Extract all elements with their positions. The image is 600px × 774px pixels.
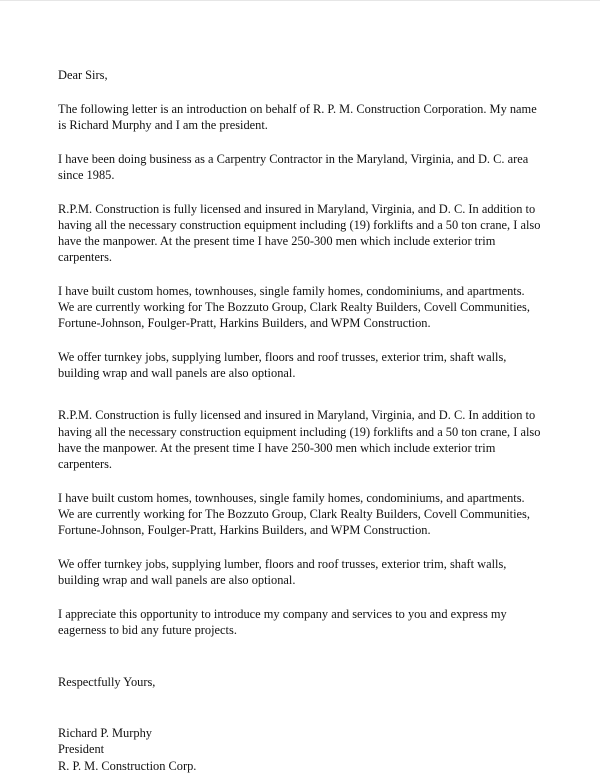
paragraph-business-history <box>58 151 588 183</box>
signature-company: R. P. M. Construction Corp. <box>58 758 197 773</box>
closing-text: Respectfully Yours, <box>58 675 156 690</box>
paragraph-appreciation <box>58 606 588 638</box>
text-line: We are currently working for The Bozzuto Group, Clark Realty Builders, Covell Communities, <box>58 506 530 521</box>
text-line: R.P.M. Construction is fully licensed and insured in Maryland, Virginia, and D. C. In addition to <box>58 408 536 423</box>
signature-title: President <box>58 742 105 757</box>
text-line: having all the necessary construction equipment including (19) forklifts and a 50 ton crane, I also <box>58 217 541 232</box>
text-line: I appreciate this opportunity to introduce my company and services to you and express my <box>58 606 507 621</box>
text-line: R.P.M. Construction is fully licensed and insured in Maryland, Virginia, and D. C. In addition to <box>58 201 536 216</box>
paragraph-licensing <box>58 201 588 266</box>
letter-body <box>58 67 588 774</box>
text-line: have the manpower. At the present time I have 250-300 men which include exterior trim <box>58 233 496 248</box>
text-line: since 1985. <box>58 167 115 182</box>
text-line: We offer turnkey jobs, supplying lumber, floors and roof trusses, exterior trim, shaft walls, <box>58 349 507 364</box>
text-line: I have been doing business as a Carpentry Contractor in the Maryland, Virginia, and D. C. area <box>58 151 529 166</box>
paragraph-introduction <box>58 101 588 133</box>
text-line: The following letter is an introduction on behalf of R. P. M. Construction Corporation. My name <box>58 101 537 116</box>
text-line: building wrap and wall panels are also optional. <box>58 366 296 381</box>
signature-block <box>58 725 588 774</box>
text-line: Fortune-Johnson, Foulger-Pratt, Harkins Builders, and WPM Construction. <box>58 523 431 538</box>
closing <box>58 674 588 690</box>
signature-name: Richard P. Murphy <box>58 726 152 741</box>
text-line: I have built custom homes, townhouses, single family homes, condominiums, and apartments. <box>58 283 525 298</box>
paragraph-licensing-repeat <box>58 407 588 472</box>
salutation <box>58 67 588 83</box>
salutation-text: Dear Sirs, <box>58 68 108 82</box>
text-line: I have built custom homes, townhouses, single family homes, condominiums, and apartments. <box>58 490 525 505</box>
paragraph-services <box>58 349 588 381</box>
text-line: having all the necessary construction equipment including (19) forklifts and a 50 ton crane, I also <box>58 424 541 439</box>
paragraph-projects-repeat <box>58 490 588 539</box>
text-line: We are currently working for The Bozzuto Group, Clark Realty Builders, Covell Communities, <box>58 300 530 315</box>
text-line: building wrap and wall panels are also optional. <box>58 572 296 587</box>
text-line: eagerness to bid any future projects. <box>58 622 237 637</box>
text-line: have the manpower. At the present time I have 250-300 men which include exterior trim <box>58 440 496 455</box>
text-line: We offer turnkey jobs, supplying lumber, floors and roof trusses, exterior trim, shaft walls, <box>58 556 507 571</box>
paragraph-projects <box>58 283 588 332</box>
text-line: carpenters. <box>58 250 113 265</box>
paragraph-services-repeat <box>58 556 588 588</box>
text-line: Fortune-Johnson, Foulger-Pratt, Harkins Builders, and WPM Construction. <box>58 316 431 331</box>
text-line: is Richard Murphy and I am the president. <box>58 117 268 132</box>
text-line: carpenters. <box>58 456 113 471</box>
